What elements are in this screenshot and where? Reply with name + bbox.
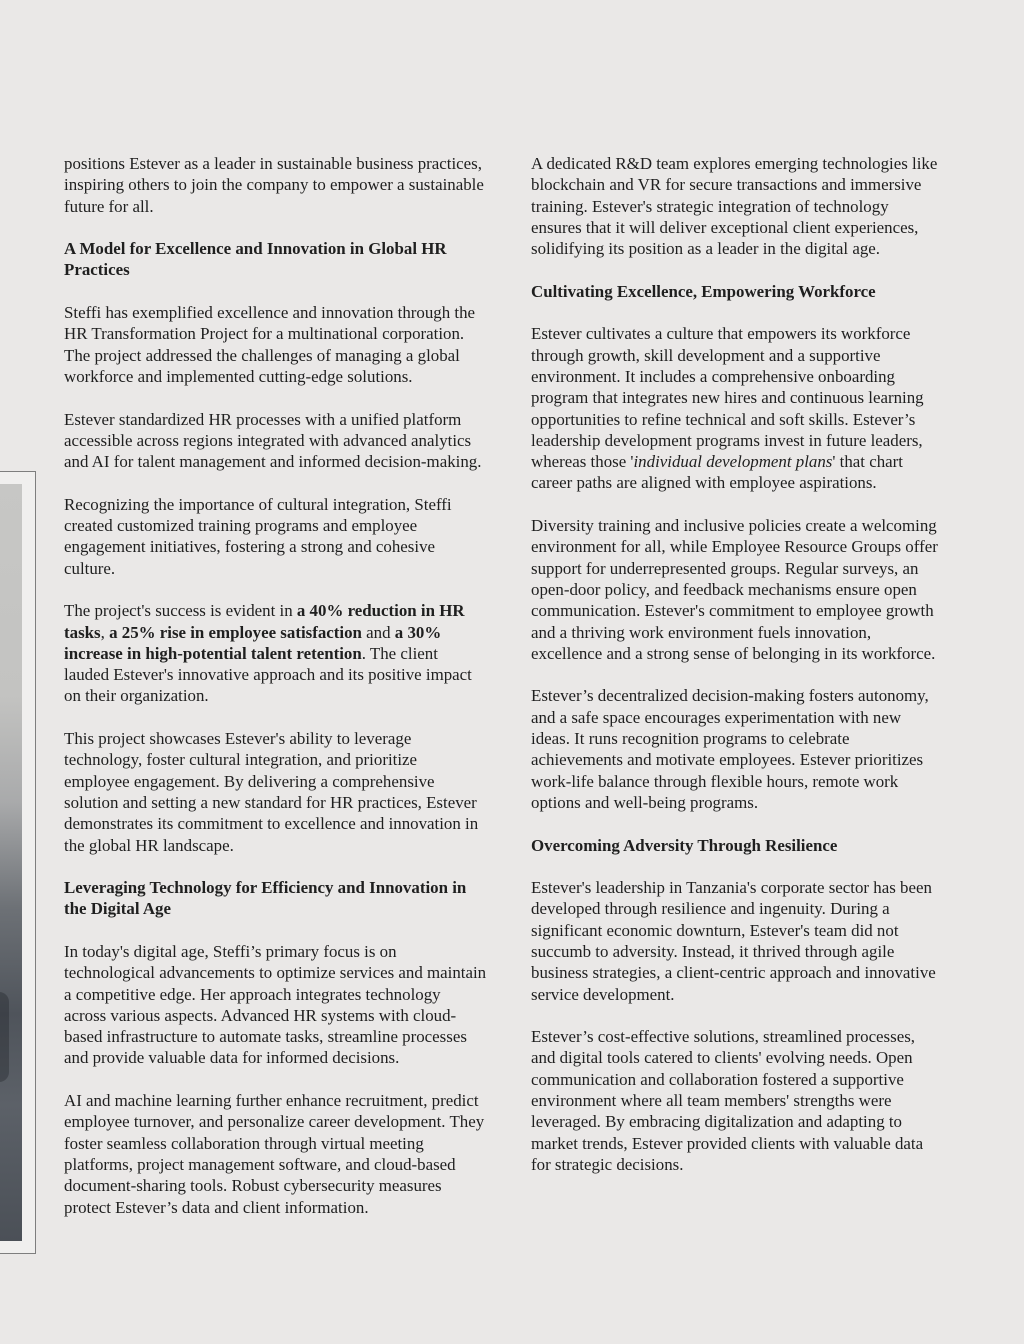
text-line: a competitive edge. Her approach integrates technology — [64, 984, 441, 1004]
text-run: The project's success is evident in — [64, 601, 297, 621]
text-line: Steffi has exemplified excellence and innovation through the — [64, 303, 476, 323]
project-success-paragraph — [64, 600, 512, 706]
text-line: program that integrates new hires and continuous learning — [531, 388, 924, 408]
text-line: environment where all team members' strengths were — [531, 1091, 892, 1111]
left-column — [64, 153, 512, 1239]
text-line: Estever standardized HR processes with a unified platform — [64, 409, 462, 429]
text-run: , — [100, 622, 110, 642]
text-line: The project addressed the challenges of managing a global — [64, 345, 460, 365]
text-line: This project showcases Estever's ability to leverage — [64, 729, 412, 749]
text-line: for strategic decisions. — [531, 1154, 684, 1174]
text-line: Estever's leadership in Tanzania's corporate sector has been — [531, 878, 932, 898]
heading-line: Practices — [64, 260, 130, 280]
stat-hr-tasks-reduction: a 40% reduction in HR — [296, 601, 465, 621]
text-line: market trends, Estever provided clients with valuable data — [531, 1133, 924, 1153]
text-line: opportunities to refine technical and soft skills. Estever’s — [531, 409, 916, 429]
text-line: technology, foster cultural integration, and prioritize — [64, 750, 418, 770]
text-line: employee engagement. By delivering a comprehensive — [64, 771, 435, 791]
text-line: A dedicated R&D team explores emerging technologies like — [531, 154, 938, 173]
text-line: on their organization. — [64, 686, 209, 706]
text-line: foster seamless collaboration through virtual meeting — [64, 1133, 424, 1153]
text-line: career paths are aligned with employee aspirations. — [531, 473, 877, 493]
section-heading-adversity: Overcoming Adversity Through Resilience — [531, 835, 838, 855]
text-line: platforms, project management software, and cloud-based — [64, 1154, 456, 1174]
text-line: accessible across regions integrated with advanced analytics — [64, 430, 472, 450]
text-line: ideas. It runs recognition programs to celebrate — [531, 729, 850, 749]
text-line: based infrastructure to automate tasks, streamline processes — [64, 1027, 467, 1047]
tanzania-paragraph — [531, 877, 965, 1005]
text-line: communication and collaboration fostered a supportive — [531, 1069, 904, 1089]
text-line: training. Estever's strategic integration of technology — [531, 196, 889, 216]
heading-line: Leveraging Technology for Efficiency and Innovation in — [64, 878, 467, 898]
section-heading-technology — [64, 877, 512, 920]
text-line: ensures that it will deliver exceptional client experiences, — [531, 217, 919, 237]
section-heading-cultivating: Cultivating Excellence, Empowering Workforce — [531, 281, 876, 301]
text-run: and — [361, 622, 395, 642]
text-run: whereas those ' — [531, 452, 634, 472]
text-line: open-door policy, and feedback mechanisms ensure open — [531, 579, 917, 599]
text-line: environment for all, while Employee Resource Groups offer — [531, 537, 938, 557]
section-heading-model — [64, 238, 512, 281]
text-line: AI and machine learning further enhance recruitment, predict — [64, 1091, 479, 1111]
text-line: Estever’s decentralized decision-making fosters autonomy, — [531, 686, 929, 706]
heading-line: the Digital Age — [64, 899, 171, 919]
text-line: lauded Estever's innovative approach and its positive impact — [64, 665, 472, 685]
stat-talent-retention-label: increase in high-potential talent retention — [64, 643, 362, 663]
text-line: and digital tools catered to clients' evolving needs. Open — [531, 1048, 913, 1068]
text-line: the global HR landscape. — [64, 835, 234, 855]
stat-talent-retention-value: a 30% — [394, 622, 442, 642]
text-line: and a thriving work environment fuels innovation, — [531, 622, 872, 642]
text-line: engagement initiatives, fostering a strong and cohesive — [64, 537, 436, 557]
text-line: created customized training programs and employee — [64, 516, 418, 536]
text-run: ' that chart — [832, 452, 903, 472]
text-line: Estever cultivates a culture that empowers its workforce — [531, 324, 911, 344]
text-line: protect Estever’s data and client information. — [64, 1197, 369, 1217]
text-line: solution and setting a new standard for HR practices, Estever — [64, 792, 477, 812]
standardized-paragraph — [64, 409, 512, 473]
text-line: service development. — [531, 984, 675, 1004]
text-line: developed through resilience and ingenuity. During a — [531, 899, 890, 919]
text-line: employee turnover, and personalize career development. They — [64, 1112, 485, 1132]
portrait-photo-frame — [0, 471, 36, 1254]
text-line: HR Transformation Project for a multinational corporation. — [64, 324, 465, 344]
text-line: communication. Estever's commitment to employee growth — [531, 601, 934, 621]
showcase-paragraph — [64, 728, 512, 856]
italic-phrase: individual development plans — [633, 452, 833, 472]
text-line: environment. It includes a comprehensive onboarding — [531, 366, 895, 386]
text-line: options and well-being programs. — [531, 792, 759, 812]
intro-paragraph — [64, 153, 512, 217]
text-line: solidifying its position as a leader in the digital age. — [531, 239, 881, 259]
text-run: . The client — [361, 643, 438, 663]
text-line: succumb to adversity. Instead, it thrived through agile — [531, 941, 895, 961]
text-line: across various aspects. Advanced HR systems with cloud- — [64, 1005, 457, 1025]
text-line: blockchain and VR for secure transactions and immersive — [531, 175, 922, 195]
text-line: achievements and motivate employees. Estever prioritizes — [531, 750, 924, 770]
text-line: culture. — [64, 558, 116, 578]
diversity-paragraph — [531, 515, 965, 664]
text-line: business strategies, a client-centric approach and innovative — [531, 963, 936, 983]
decentralized-paragraph — [531, 685, 965, 813]
text-line: In today's digital age, Steffi’s primary focus is on — [64, 941, 397, 961]
text-line: and a safe space encourages experimentation with new — [531, 707, 902, 727]
text-line: Estever’s cost-effective solutions, streamlined processes, — [531, 1027, 915, 1047]
text-line: document-sharing tools. Robust cybersecurity measures — [64, 1176, 442, 1196]
portrait-photo — [0, 484, 22, 1241]
text-line: significant economic downturn, Estever's team did not — [531, 920, 899, 940]
steffi-paragraph — [64, 302, 512, 387]
text-line: support for underrepresented groups. Regular surveys, an — [531, 558, 919, 578]
text-line: Recognizing the importance of cultural integration, Steffi — [64, 494, 452, 514]
digital-age-paragraph — [64, 941, 512, 1069]
text-line: workforce and implemented cutting-edge solutions. — [64, 366, 413, 386]
text-line: leadership development programs invest in future leaders, — [531, 430, 923, 450]
text-line: positions Estever as a leader in sustainable business practices, — [64, 154, 482, 173]
text-line: demonstrates its commitment to excellence and innovation in — [64, 814, 479, 834]
cost-effective-paragraph — [531, 1026, 965, 1175]
portrait-photo-shadow — [0, 992, 9, 1082]
rnd-paragraph — [531, 153, 965, 259]
ai-paragraph — [64, 1090, 512, 1218]
stat-hr-tasks-label: tasks — [64, 622, 101, 642]
text-line: and provide valuable data for informed decisions. — [64, 1048, 400, 1068]
heading-line: A Model for Excellence and Innovation in Global HR — [64, 239, 447, 259]
cultivates-paragraph — [531, 323, 965, 493]
stat-employee-satisfaction: a 25% rise in employee satisfaction — [109, 622, 362, 642]
text-line: through growth, skill development and a supportive — [531, 345, 881, 365]
text-line: work-life balance through flexible hours, remote work — [531, 771, 899, 791]
text-line: inspiring others to join the company to empower a sustainable — [64, 175, 484, 195]
text-line: and AI for talent management and informed decision-making. — [64, 452, 482, 472]
text-line: leveraged. By embracing digitalization and adapting to — [531, 1112, 903, 1132]
text-line: technological advancements to optimize services and maintain — [64, 963, 487, 983]
text-line: future for all. — [64, 196, 154, 216]
text-line: Diversity training and inclusive policies create a welcoming — [531, 516, 937, 536]
cultural-integration-paragraph — [64, 494, 512, 579]
right-column — [531, 153, 965, 1197]
text-line: excellence and a strong sense of belonging in its workforce. — [531, 643, 936, 663]
